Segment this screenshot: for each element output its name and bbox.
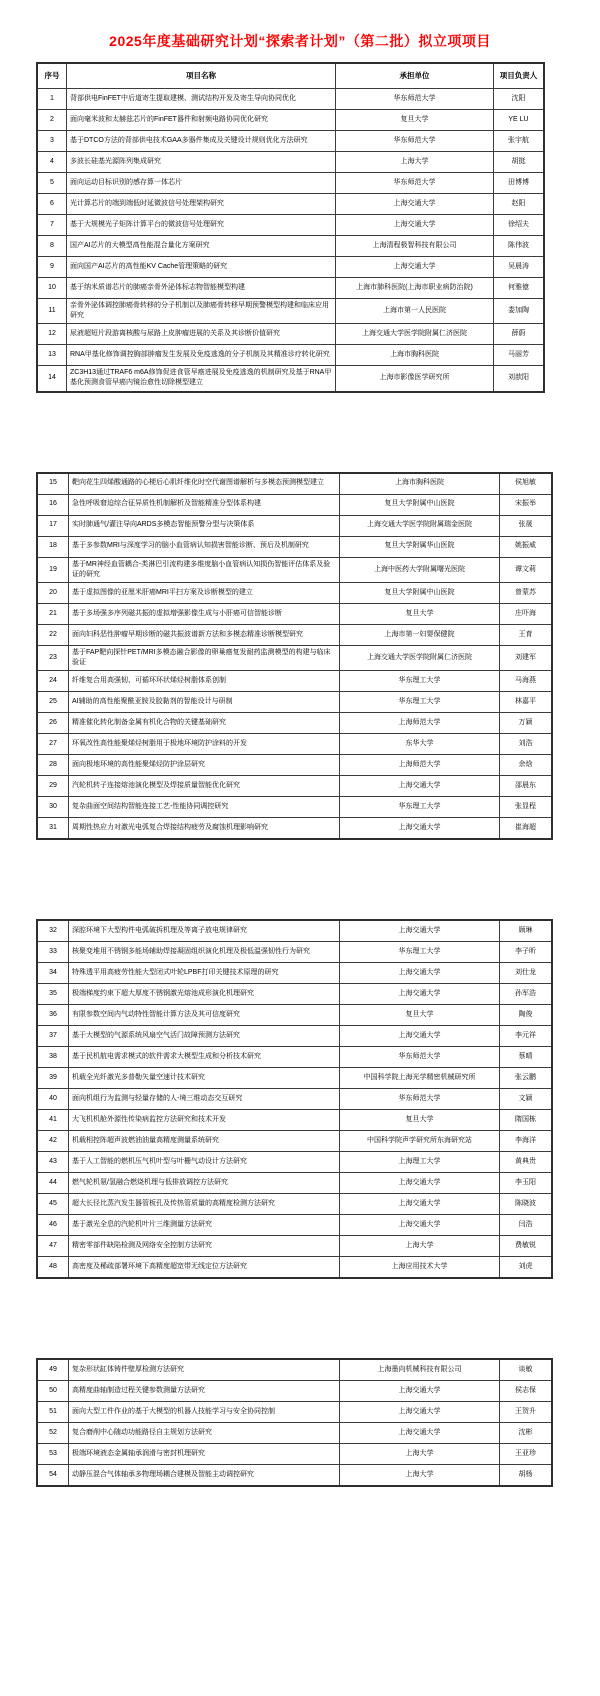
cell-no: 15 [37, 473, 69, 495]
cell-name: 面向国产AI芯片的高性能KV Cache管理策略的研究 [67, 257, 336, 278]
cell-name: 环氧改性高性能聚烯烃树脂用于极地环境防护涂料的开发 [69, 734, 340, 755]
table-row [37, 194, 544, 215]
cell-leader: 庄吓海 [500, 603, 553, 624]
cell-name: 特殊透平用高疲劳性能大型闭式叶轮LPBF打印关键技术原理的研究 [69, 963, 340, 984]
cell-unit: 复旦大学附属华山医院 [340, 536, 500, 557]
cell-no: 16 [37, 494, 69, 515]
cell-no: 38 [37, 1047, 69, 1068]
cell-leader: 姚振威 [500, 536, 553, 557]
cell-leader: 蔡晴 [500, 1047, 553, 1068]
cell-name: 深腔环境下大型构件电弧破拆机理及等离子放电规律研究 [69, 920, 340, 942]
cell-unit: 中国科学院上海光学精密机械研究所 [340, 1068, 500, 1089]
cell-name: 动静压混合气体轴承多物理场耦合建模及智能主动调控研究 [69, 1465, 340, 1487]
cell-unit: 上海交通大学 [340, 984, 500, 1005]
cell-unit: 上海理工大学 [340, 1152, 500, 1173]
cell-name: 基于大模型的气源系统风扇空气活门故障预测方法研究 [69, 1026, 340, 1047]
cell-leader: 侯志保 [500, 1381, 553, 1402]
cell-unit: 上海交通大学 [340, 1423, 500, 1444]
cell-name: 尿液超短片段游离核酸与尿路上皮肿瘤进展的关系及其诊断价值研究 [67, 324, 336, 345]
table-row [37, 1047, 552, 1068]
cell-name: 燃气轮机氨/氢融合燃烧机理与低排放调控方法研究 [69, 1173, 340, 1194]
cell-leader: 闫浩 [500, 1215, 553, 1236]
cell-no: 35 [37, 984, 69, 1005]
cell-unit: 华东师范大学 [336, 89, 494, 110]
cell-unit: 华东理工大学 [340, 692, 500, 713]
cell-no: 4 [37, 152, 67, 173]
table-row [37, 797, 552, 818]
table-row [37, 299, 544, 324]
table-row [37, 942, 552, 963]
table-row [37, 645, 552, 670]
table-row [37, 1026, 552, 1047]
cell-unit: 中国科学院声学研究所东海研究站 [340, 1131, 500, 1152]
cell-no: 2 [37, 110, 67, 131]
cell-name: AI辅助的高性能聚酰亚胺及胶黏剂的智能设计与研制 [69, 692, 340, 713]
cell-leader: 顾琳 [500, 920, 553, 942]
table-row [37, 1423, 552, 1444]
cell-leader: 李元祥 [500, 1026, 553, 1047]
cell-name: 多波长硅基光源阵列集成研究 [67, 152, 336, 173]
cell-unit: 华东师范大学 [336, 131, 494, 152]
cell-leader: 刘浩 [500, 734, 553, 755]
cell-name: 基于民机航电需求模式的软件需求大模型生成和分析技术研究 [69, 1047, 340, 1068]
table-row [37, 582, 552, 603]
cell-name: 面向机组行为监测与轻量存储的人-境三维动态交互研究 [69, 1089, 340, 1110]
cell-leader: 林嘉平 [500, 692, 553, 713]
cell-unit: 上海师范大学 [340, 713, 500, 734]
table-row [37, 345, 544, 366]
table-section [36, 919, 553, 1279]
cell-unit: 上海师范大学 [340, 755, 500, 776]
cell-no: 17 [37, 515, 69, 536]
cell-unit: 上海大学 [340, 1465, 500, 1487]
table-row [37, 1359, 552, 1381]
table-row [37, 1257, 552, 1279]
cell-leader: 邵晨东 [500, 776, 553, 797]
table-row [37, 494, 552, 515]
cell-no: 7 [37, 215, 67, 236]
cell-leader: 张显程 [500, 797, 553, 818]
cell-leader: 田博博 [494, 173, 545, 194]
cell-name: 机载全光纤激光多普勒矢量空速计技术研究 [69, 1068, 340, 1089]
cell-unit: 上海市第一妇婴保健院 [340, 624, 500, 645]
cell-unit: 上海市影像医学研究所 [336, 366, 494, 392]
cell-unit: 上海大学 [340, 1236, 500, 1257]
cell-unit: 上海交通大学 [340, 1402, 500, 1423]
cell-leader: 沈彬 [500, 1423, 553, 1444]
cell-leader: 黄典贵 [500, 1152, 553, 1173]
column-header: 项目负责人 [494, 63, 545, 89]
cell-leader: 文颖 [500, 1089, 553, 1110]
cell-name: 有限参数空间内气动特性智能计算方法及其可信度研究 [69, 1005, 340, 1026]
cell-name: 汽轮机转子连接熔池演化模型及焊接质量智能优化研究 [69, 776, 340, 797]
cell-no: 28 [37, 755, 69, 776]
column-header: 承担单位 [336, 63, 494, 89]
cell-name: 基于MR神经血管耦合-类淋巴引流构建多维度脑小血管病认知损伤智能评估体系及验证的研究 [69, 557, 340, 582]
cell-no: 12 [37, 324, 67, 345]
cell-leader: 胡挺 [494, 152, 545, 173]
cell-name: 光计算芯片的端到端低时延微波信号处理架构研究 [67, 194, 336, 215]
cell-name: 复杂曲面空间结构智能连接工艺-性能协同调控研究 [69, 797, 340, 818]
cell-unit: 上海交通大学医学院附属仁济医院 [336, 324, 494, 345]
cell-name: 基于FAP靶向探针PET/MRI多模态融合影像的卵巢癌复发耐药监测模型的构建与临床验证 [69, 645, 340, 670]
cell-name: 面向妇科恶性肿瘤早期诊断的磁共振波谱新方法和多模态精准诊断模型研究 [69, 624, 340, 645]
cell-no: 21 [37, 603, 69, 624]
cell-unit: 华东理工大学 [340, 797, 500, 818]
cell-leader: 王亚珍 [500, 1444, 553, 1465]
cell-no: 47 [37, 1236, 69, 1257]
cell-unit: 上海清程极智科技有限公司 [336, 236, 494, 257]
cell-no: 19 [37, 557, 69, 582]
cell-unit: 东华大学 [340, 734, 500, 755]
cell-unit: 上海交通大学 [340, 1026, 500, 1047]
cell-leader: 陈伟波 [494, 236, 545, 257]
cell-name: 高密度及稀疏部署环境下高精度超宽带无线定位方法研究 [69, 1257, 340, 1279]
cell-no: 46 [37, 1215, 69, 1236]
cell-name: 超大长径比蒸汽发生器管板孔及传热管质量的高精度检测方法研究 [69, 1194, 340, 1215]
cell-leader: 刘歆阳 [494, 366, 545, 392]
cell-leader: 马丽芳 [494, 345, 545, 366]
cell-unit: 上海大学 [336, 152, 494, 173]
cell-no: 34 [37, 963, 69, 984]
table-row [37, 1402, 552, 1423]
table-row [37, 110, 544, 131]
table-row [37, 984, 552, 1005]
cell-leader: 王育 [500, 624, 553, 645]
cell-name: 基于大规模光子矩阵计算平台的微波信号处理研究 [67, 215, 336, 236]
table-row [37, 557, 552, 582]
cell-unit: 复旦大学附属中山医院 [340, 582, 500, 603]
cell-leader: 谈敏 [500, 1359, 553, 1381]
cell-leader: 刘仕龙 [500, 963, 553, 984]
cell-unit: 上海墨向机械科技有限公司 [340, 1359, 500, 1381]
table-row [37, 624, 552, 645]
cell-unit: 上海交通大学 [340, 1215, 500, 1236]
cell-leader: 余焓 [500, 755, 553, 776]
cell-no: 31 [37, 818, 69, 840]
cell-unit: 上海交通大学 [340, 776, 500, 797]
cell-leader: 何雅億 [494, 278, 545, 299]
cell-name: 急性呼吸窘迫综合征异质性机制解析及智能精准分型体系构建 [69, 494, 340, 515]
table-row [37, 1131, 552, 1152]
cell-name: 大飞机机舱外源性传染病监控方法研究和技术开发 [69, 1110, 340, 1131]
cell-no: 23 [37, 645, 69, 670]
cell-unit: 复旦大学 [340, 1110, 500, 1131]
cell-unit: 上海交通大学 [336, 194, 494, 215]
cell-name: ZC3H13通过TRAF6 m6A修饰促进食管早癌进展及免疫逃逸的机制研究及基于RNA甲基化预测食管早癌内镜治愈性切除模型建立 [67, 366, 336, 392]
table-row [37, 173, 544, 194]
cell-leader: 刘虎 [500, 1257, 553, 1279]
cell-name: 面向大型工件作业的基于大模型的机器人技能学习与安全协同控制 [69, 1402, 340, 1423]
cell-unit: 华东理工大学 [340, 671, 500, 692]
cell-unit: 上海市肺科医院(上海市职业病防治院) [336, 278, 494, 299]
table-row [37, 324, 544, 345]
cell-no: 5 [37, 173, 67, 194]
table-row [37, 278, 544, 299]
cell-leader: YE LU [494, 110, 545, 131]
cell-no: 52 [37, 1423, 69, 1444]
cell-leader: 费敏锐 [500, 1236, 553, 1257]
table-row [37, 152, 544, 173]
cell-no: 26 [37, 713, 69, 734]
cell-name: 基于多场强多序列磁共振的虚拟增强影像生成与小肝癌可信智能诊断 [69, 603, 340, 624]
table-row [37, 1068, 552, 1089]
cell-no: 40 [37, 1089, 69, 1110]
cell-no: 43 [37, 1152, 69, 1173]
cell-name: 周期性热应力对激光电弧复合焊接结构疲劳及腐蚀机理影响研究 [69, 818, 340, 840]
table-row [37, 755, 552, 776]
cell-name: 极端环境液态金属轴承润滑与密封机理研究 [69, 1444, 340, 1465]
cell-leader: 娄加陶 [494, 299, 545, 324]
cell-unit: 复旦大学 [340, 603, 500, 624]
cell-no: 54 [37, 1465, 69, 1487]
cell-unit: 复旦大学 [340, 1005, 500, 1026]
table-row [37, 1173, 552, 1194]
cell-no: 41 [37, 1110, 69, 1131]
cell-name: 靶向花生四烯酸通路的心梗后心肌纤维化时空代谢图谱解析与多模态预测模型建立 [69, 473, 340, 495]
cell-unit: 上海交通大学 [336, 257, 494, 278]
cell-name: 高精度曲轴制造过程关键参数测量方法研究 [69, 1381, 340, 1402]
page-title: 2025年度基础研究计划“探索者计划”（第二批）拟立项项目 [109, 33, 491, 49]
cell-name: 精密零部件缺陷检测及网络安全控制方法研究 [69, 1236, 340, 1257]
cell-name: 纤维复合用高强韧、可循环环状烯烃树脂体系创制 [69, 671, 340, 692]
cell-unit: 上海交通大学医学院附属瑞金医院 [340, 515, 500, 536]
cell-no: 24 [37, 671, 69, 692]
table-row [37, 603, 552, 624]
cell-name: 复合磨削中心随动功能路径自主规划方法研究 [69, 1423, 340, 1444]
table-row [37, 1465, 552, 1487]
table-row [37, 1381, 552, 1402]
cell-name: 基于人工智能的燃机压气机叶型与叶栅气动设计方法研究 [69, 1152, 340, 1173]
cell-unit: 上海交通大学 [340, 1381, 500, 1402]
cell-unit: 复旦大学 [336, 110, 494, 131]
cell-name: 极端梯度约束下超大厚度不锈钢激光熔池成形演化机理研究 [69, 984, 340, 1005]
cell-unit: 上海大学 [340, 1444, 500, 1465]
table-row [37, 818, 552, 840]
table-row [37, 515, 552, 536]
table-row [37, 366, 544, 392]
cell-no: 48 [37, 1257, 69, 1279]
cell-unit: 上海市胸科医院 [336, 345, 494, 366]
cell-leader: 赵阳 [494, 194, 545, 215]
table-row [37, 1089, 552, 1110]
table-row [37, 257, 544, 278]
cell-unit: 上海中医药大学附属曙光医院 [340, 557, 500, 582]
cell-name: 背部供电FinFET中后道寄生提取建模、测试结构开发及寄生导向协同优化 [67, 89, 336, 110]
table-row [37, 1444, 552, 1465]
cell-leader: 万颖 [500, 713, 553, 734]
cell-name: 核聚变堆用不锈钢多能场辅助焊接凝固组织演化机理及极低温强韧性行为研究 [69, 942, 340, 963]
cell-leader: 崔海超 [500, 818, 553, 840]
cell-name: 基于虚拟图像的亚厘米肝癌MRI平扫方案及诊断模型的建立 [69, 582, 340, 603]
cell-no: 13 [37, 345, 67, 366]
column-header: 序号 [37, 63, 67, 89]
cell-no: 37 [37, 1026, 69, 1047]
cell-leader: 沈阳 [494, 89, 545, 110]
cell-no: 29 [37, 776, 69, 797]
cell-name: 面向毫米波和太赫兹芯片的FinFET器件和射频电路协同优化研究 [67, 110, 336, 131]
cell-leader: 李海洋 [500, 1131, 553, 1152]
table-row [37, 920, 552, 942]
cell-leader: 徐绍夫 [494, 215, 545, 236]
cell-no: 51 [37, 1402, 69, 1423]
cell-name: 基于激光全息的汽轮机叶片三维测量方法研究 [69, 1215, 340, 1236]
cell-leader: 谭文莉 [500, 557, 553, 582]
table-row [37, 692, 552, 713]
cell-unit: 华东师范大学 [340, 1047, 500, 1068]
table-row [37, 473, 552, 495]
cell-unit: 上海交通大学 [336, 215, 494, 236]
table-section [36, 1358, 553, 1487]
cell-unit: 复旦大学附属中山医院 [340, 494, 500, 515]
table-row [37, 1110, 552, 1131]
cell-leader: 张宇航 [494, 131, 545, 152]
cell-leader: 吴晨涛 [494, 257, 545, 278]
cell-no: 22 [37, 624, 69, 645]
cell-name: 面向运动目标识别的感存算一体芯片 [67, 173, 336, 194]
cell-name: 亲骨外泌体调控肺癌骨转移的分子机制以及肺癌骨转移早期预警模型构建和临床应用研究 [67, 299, 336, 324]
header-row [37, 63, 544, 89]
cell-leader: 马海燕 [500, 671, 553, 692]
table-row [37, 215, 544, 236]
table-row [37, 734, 552, 755]
cell-leader: 张晟 [500, 515, 553, 536]
cell-unit: 上海交通大学 [340, 963, 500, 984]
cell-no: 27 [37, 734, 69, 755]
cell-name: 基于多参数MRI与深度学习的脑小血管病认知损害智能诊断、预后及机制研究 [69, 536, 340, 557]
cell-leader: 孙军浩 [500, 984, 553, 1005]
table-row [37, 776, 552, 797]
cell-unit: 华东师范大学 [336, 173, 494, 194]
table-row [37, 1152, 552, 1173]
cell-name: 机载相控阵超声波燃油油量高精度测量系统研究 [69, 1131, 340, 1152]
cell-no: 14 [37, 366, 67, 392]
cell-no: 36 [37, 1005, 69, 1026]
cell-leader: 李玉阳 [500, 1173, 553, 1194]
table-row [37, 1215, 552, 1236]
column-header: 项目名称 [67, 63, 336, 89]
cell-no: 49 [37, 1359, 69, 1381]
table-row [37, 536, 552, 557]
cell-no: 10 [37, 278, 67, 299]
cell-unit: 上海交通大学 [340, 1173, 500, 1194]
cell-leader: 宋振举 [500, 494, 553, 515]
table-row [37, 1005, 552, 1026]
table-row [37, 89, 544, 110]
table-row [37, 1236, 552, 1257]
cell-name: 精准催化转化制备金属有机化合物的关键基础研究 [69, 713, 340, 734]
cell-name: 面向极地环境的高性能聚烯烃防护涂层研究 [69, 755, 340, 776]
cell-no: 39 [37, 1068, 69, 1089]
cell-name: 复杂形状缸体铸件壁厚检测方法研究 [69, 1359, 340, 1381]
cell-no: 8 [37, 236, 67, 257]
cell-leader: 曾蒙苏 [500, 582, 553, 603]
cell-no: 9 [37, 257, 67, 278]
cell-name: 国产AI芯片的大模型高性能混合量化方案研究 [67, 236, 336, 257]
cell-leader: 胡杨 [500, 1465, 553, 1487]
cell-unit: 上海交通大学 [340, 1194, 500, 1215]
cell-leader: 薛蔚 [494, 324, 545, 345]
cell-leader: 李子昕 [500, 942, 553, 963]
cell-leader: 隋国栋 [500, 1110, 553, 1131]
table-row [37, 131, 544, 152]
cell-no: 53 [37, 1444, 69, 1465]
cell-no: 32 [37, 920, 69, 942]
cell-no: 3 [37, 131, 67, 152]
cell-name: 实时肺通气/灌注导向ARDS多模态智能预警分型与决策体系 [69, 515, 340, 536]
cell-unit: 上海应用技术大学 [340, 1257, 500, 1279]
cell-no: 6 [37, 194, 67, 215]
cell-name: 基于纳米质谱芯片的肺癌亲骨外泌体标志物智能模型构建 [67, 278, 336, 299]
cell-unit: 上海市胸科医院 [340, 473, 500, 495]
table-row [37, 671, 552, 692]
table-row [37, 236, 544, 257]
cell-name: RNA甲基化修饰调控胸部肿瘤发生发展及免疫逃逸的分子机制及其精准诊疗转化研究 [67, 345, 336, 366]
cell-no: 20 [37, 582, 69, 603]
cell-no: 11 [37, 299, 67, 324]
cell-unit: 上海交通大学 [340, 920, 500, 942]
cell-no: 44 [37, 1173, 69, 1194]
cell-name: 基于DTCO方法的背部供电技术GAA多器件集成及关键设计规则优化方法研究 [67, 131, 336, 152]
cell-unit: 上海交通大学医学院附属仁济医院 [340, 645, 500, 670]
cell-no: 42 [37, 1131, 69, 1152]
cell-unit: 上海交通大学 [340, 818, 500, 840]
cell-unit: 上海市第一人民医院 [336, 299, 494, 324]
cell-unit: 华东理工大学 [340, 942, 500, 963]
cell-no: 50 [37, 1381, 69, 1402]
table-row [37, 1194, 552, 1215]
cell-leader: 王贺升 [500, 1402, 553, 1423]
cell-leader: 陈晓波 [500, 1194, 553, 1215]
table-row [37, 713, 552, 734]
cell-leader: 张云鹏 [500, 1068, 553, 1089]
cell-no: 33 [37, 942, 69, 963]
cell-no: 1 [37, 89, 67, 110]
table-row [37, 963, 552, 984]
cell-no: 18 [37, 536, 69, 557]
cell-leader: 侯旭敏 [500, 473, 553, 495]
cell-no: 25 [37, 692, 69, 713]
cell-unit: 华东师范大学 [340, 1089, 500, 1110]
table-section [36, 472, 553, 841]
project-table-sections [36, 62, 538, 1487]
cell-leader: 陶俊 [500, 1005, 553, 1026]
cell-no: 30 [37, 797, 69, 818]
cell-leader: 刘建军 [500, 645, 553, 670]
table-section [36, 62, 545, 393]
cell-no: 45 [37, 1194, 69, 1215]
